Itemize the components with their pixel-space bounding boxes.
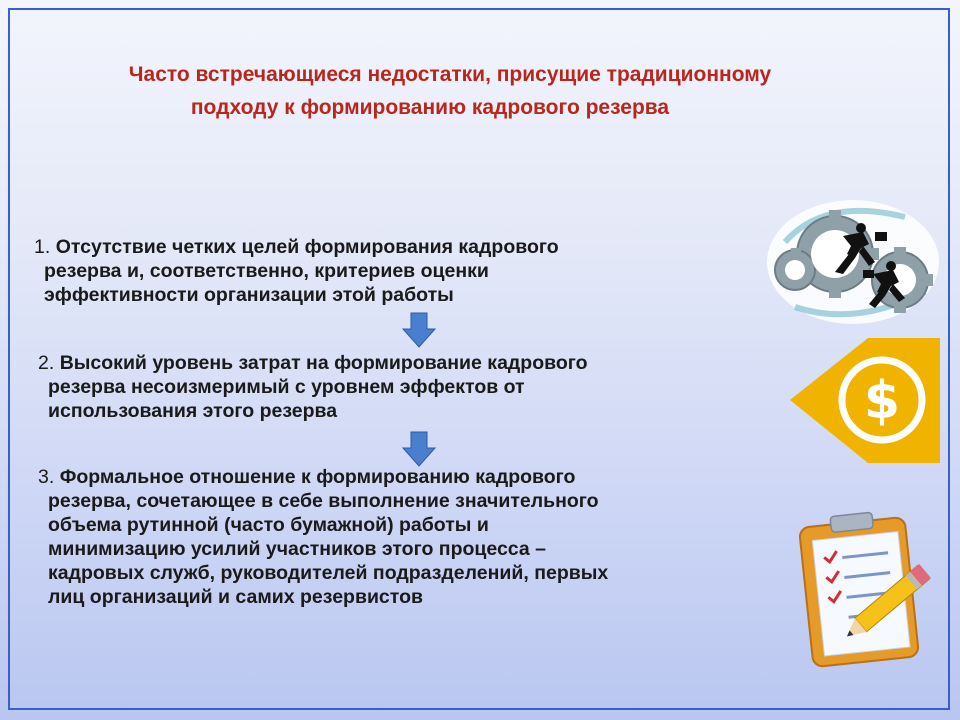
svg-text:$: $	[863, 371, 901, 431]
item-text-line: Высокий уровень затрат на формирование кадрового	[59, 352, 588, 374]
item-text-line: кадровых служб, руководителей подразделений, первых	[48, 562, 609, 584]
item-text-line: резерва несоизмеримый с уровнем эффектов от	[48, 376, 525, 398]
clipboard-pencil-icon	[792, 510, 942, 670]
down-arrow-icon	[402, 431, 436, 467]
slide-title	[0, 58, 900, 124]
list-item-3	[38, 465, 608, 609]
item-number: 2.	[38, 352, 60, 374]
item-number: 1.	[34, 236, 56, 258]
gears-business-icon	[765, 192, 940, 327]
item-text-line: резерва, сочетающее в себе выполнение значительного	[48, 490, 599, 512]
item-text-line: использования этого резерва	[48, 400, 338, 422]
item-text-line: объема рутинной (часто бумажной) работы и	[48, 514, 489, 536]
dollar-coin-icon	[790, 338, 940, 468]
item-text-line: минимизацию усилий участников этого процесса –	[48, 538, 547, 560]
item-text-line: Формальное отношение к формированию кадрового	[59, 466, 576, 488]
item-text-line: резерва и, соответственно, критериев оценки	[44, 260, 489, 282]
item-number: 3.	[38, 466, 60, 488]
item-text-line: Отсутствие четких целей формирования кадрового	[55, 236, 559, 258]
list-item-1	[34, 235, 559, 307]
list-item-2	[38, 351, 588, 423]
title-line-1: Часто встречающиеся недостатки, присущие традиционному	[128, 63, 772, 86]
down-arrow-icon	[402, 312, 436, 348]
item-text-line: лиц организаций и самих резервистов	[48, 586, 423, 608]
item-text-line: эффективности организации этой работы	[44, 284, 454, 306]
title-line-2: подходу к формированию кадрового резерва	[190, 96, 670, 119]
